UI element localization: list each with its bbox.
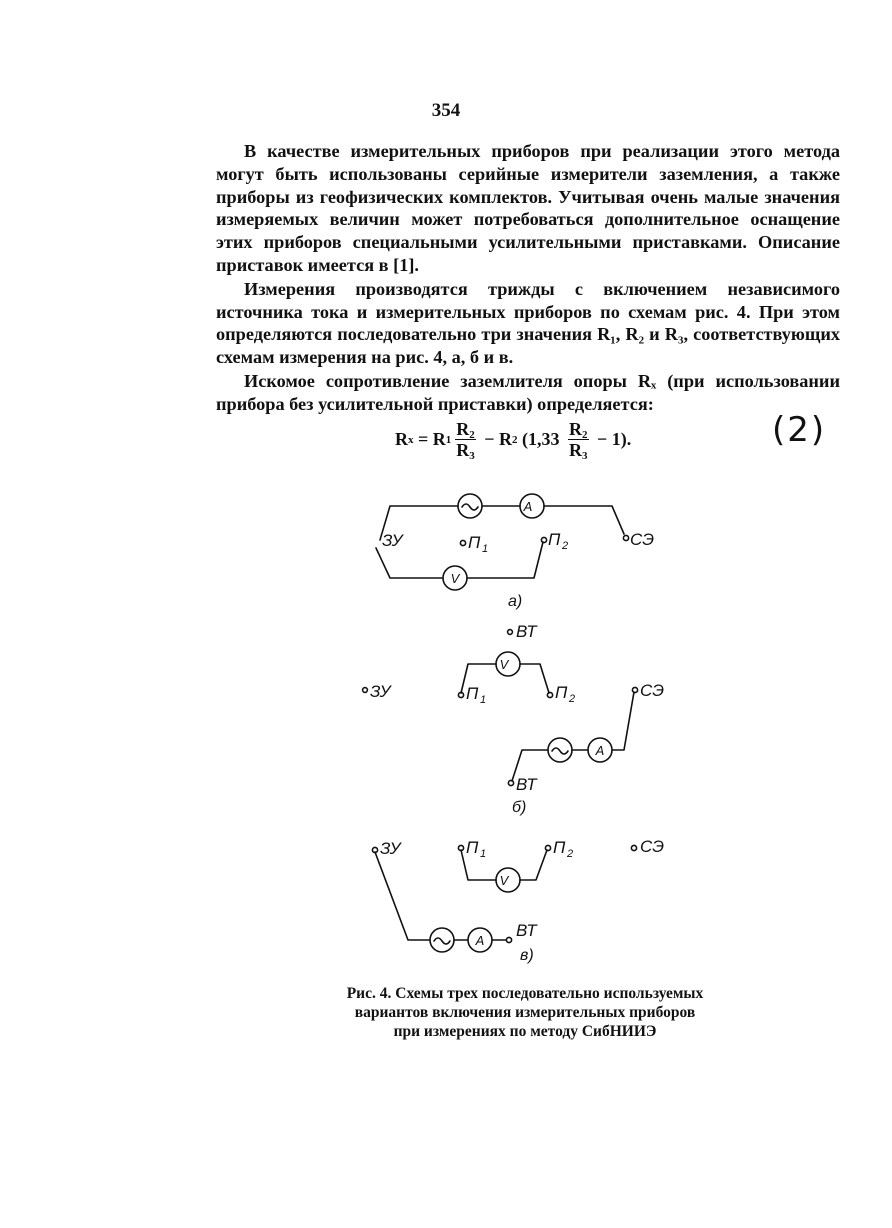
caption-line-3: при измерениях по методу СибНИИЭ (393, 1023, 657, 1040)
label-p1-sub: 1 (482, 543, 489, 555)
source-wave (462, 504, 478, 510)
scheme-b (363, 630, 638, 786)
formula-minus: − R (479, 429, 513, 449)
label-zu: ЗУ (380, 839, 401, 858)
label-se: СЭ (630, 530, 655, 549)
paragraph-3: Искомое сопротивление заземлителя опоры Rₓ (при использовании прибора без усилительной приставки) определяется: (216, 370, 840, 414)
voltmeter-label: V (499, 657, 509, 672)
label-p1: П (466, 838, 479, 857)
frac1-den-sub: 3 (469, 450, 475, 462)
label-p2: П (553, 838, 566, 857)
label-p2: П (555, 683, 568, 702)
wire-b-volt-right (520, 664, 549, 693)
label-p2: П (548, 530, 561, 549)
ammeter-label: A (475, 933, 485, 948)
voltmeter-label: V (499, 873, 509, 888)
label-p1: П (468, 533, 481, 552)
source-wave (552, 748, 568, 754)
label-vt: ВТ (516, 921, 537, 940)
scheme-c (372, 845, 636, 952)
label-p2-sub: 2 (562, 540, 569, 552)
label-p2-sub: 2 (567, 848, 574, 860)
terminal-p1 (460, 540, 465, 545)
label-p1-sub: 1 (480, 694, 487, 706)
label-p1: П (466, 684, 479, 703)
label-p1-sub: 1 (480, 848, 487, 860)
figure-caption (300, 984, 750, 1041)
label-se: СЭ (640, 681, 665, 700)
subfigure-a: а) (508, 593, 523, 610)
scheme-a (376, 494, 629, 590)
terminal-vt (508, 630, 513, 635)
frac1-num: R (456, 419, 470, 439)
terminal-p2 (547, 692, 552, 697)
frac2-num-sub: 2 (582, 429, 588, 441)
ammeter-label: A (595, 743, 605, 758)
wire-a-bottom (376, 548, 443, 578)
wire-c-volt-right (520, 850, 547, 880)
label-vt: ВТ (516, 622, 537, 641)
frac1-den: R (456, 440, 470, 460)
terminal-zu (363, 688, 368, 693)
label-zu: ЗУ (382, 531, 403, 550)
formula-coef: (1,33 (517, 429, 565, 449)
label-se: СЭ (640, 837, 665, 856)
terminal-se (623, 535, 628, 540)
formula-r: R (395, 429, 408, 449)
frac2-den-sub: 3 (582, 450, 588, 462)
wire-c-left (375, 852, 430, 940)
terminal-se (632, 687, 637, 692)
formula-eq: = R (413, 429, 446, 449)
terminal-se (631, 845, 636, 850)
caption-line-1: Рис. 4. Схемы трех последовательно используемых (346, 985, 704, 1002)
paragraph-1: В качестве измерительных приборов при реализации этого метода могут быть использованы серийные измерители заземления, а также приборы из геофизических комплектов. Учитывая очень малые значения измеряемых величин может потребоваться дополнительное оснащение этих приборов специальными усилительными приставками. Описание приставок имеется в [1]. (216, 141, 840, 275)
ammeter-label: A (523, 499, 533, 514)
terminal-vt (506, 937, 511, 942)
frac2-den: R (569, 440, 583, 460)
equation-number: (2) (772, 410, 827, 450)
subfigure-b: б) (512, 799, 527, 816)
subfigure-c: в) (520, 947, 534, 964)
formula-tail: − 1). (592, 429, 632, 449)
voltmeter-label: V (450, 571, 460, 586)
frac1-num-sub: 2 (469, 429, 475, 441)
terminal-vt-low (508, 780, 513, 785)
label-zu: ЗУ (370, 682, 391, 701)
formula: R x = R 1 $\frac{R_2}{R_3}$ − R 2 (1,33 $\frac{R_2}{R_3}$ − 1). (395, 419, 632, 462)
source-wave (434, 938, 450, 944)
terminal-p1 (458, 692, 463, 697)
frac2-num: R (569, 419, 583, 439)
label-vt: ВТ (516, 775, 537, 794)
page-number: 354 (431, 100, 461, 121)
paragraph-2: Измерения производятся трижды с включением независимого источника тока и измерительных приборов по схемам рис. 4. При этом определяются последовательно три значения R₁, R₂ и R₃, соответствующих схемам измерения на рис. 4, а, б и в. (216, 278, 840, 368)
terminal-p2 (541, 537, 546, 542)
wire-b-right (612, 692, 634, 750)
label-p2-sub: 2 (569, 693, 576, 705)
caption-line-2: вариантов включения измерительных приборов (354, 1004, 696, 1021)
terminal-p2 (545, 845, 550, 850)
